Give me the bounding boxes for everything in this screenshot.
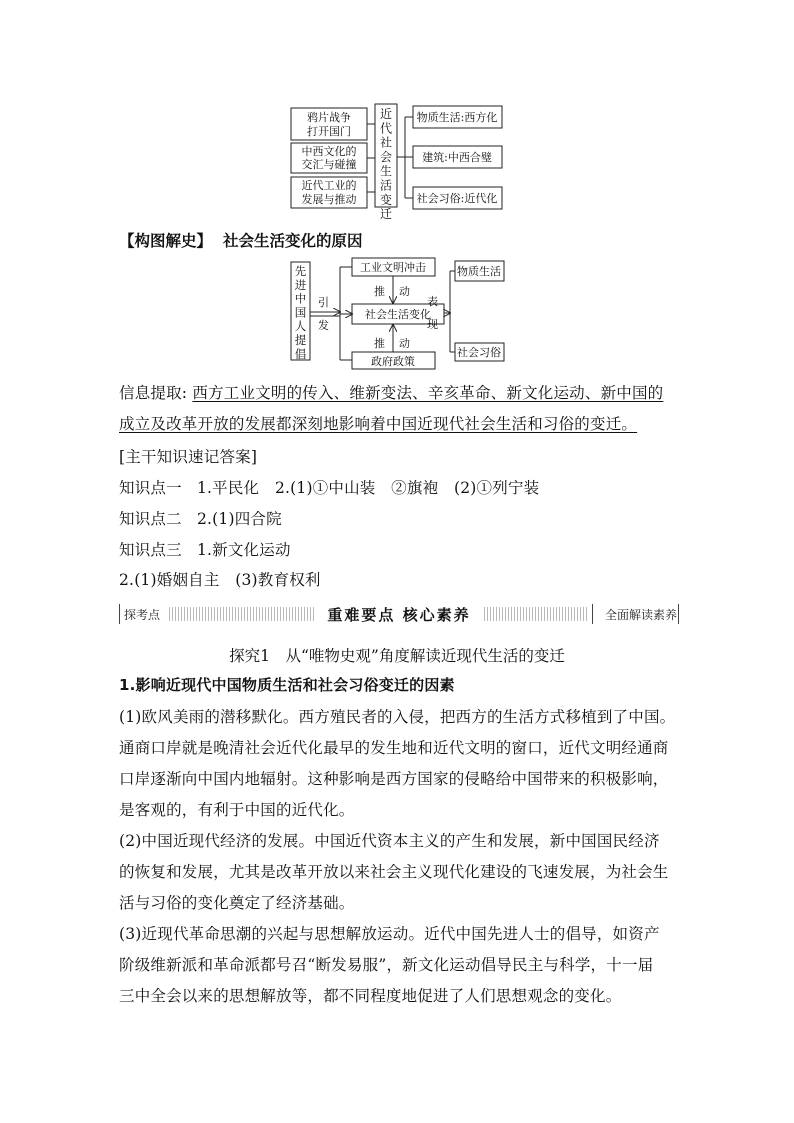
answer-text: 2.(1)婚姻自主 (3)教育权利	[119, 571, 321, 589]
diagram-causes	[0, 0, 794, 380]
result-box-2: 建筑:中西合璧	[422, 151, 492, 164]
answer-text: 1.新文化运动	[196, 541, 291, 559]
section-banner	[119, 604, 679, 626]
banner-divider	[678, 604, 679, 624]
policy-box: 政府政策	[371, 355, 415, 368]
banner-right-tab: 全面解读素养	[604, 608, 677, 622]
paragraph-line: 活与习俗的变化奠定了经济基础。	[119, 894, 355, 912]
paragraph-line: 三中全会以来的思想解放等，都不同程度地促进了人们思想观念的变化。	[119, 987, 622, 1005]
cause-box-3: 近代工业的发展与推动	[301, 179, 357, 206]
result-box-1: 物质生活:西方化	[416, 111, 498, 124]
answers-title: [主干知识速记答案]	[119, 448, 258, 466]
label-push-3: 推	[374, 337, 385, 350]
info-text-1: 西方工业文明的传入、维新变法、辛亥革命、新文化运动、新中国的	[192, 384, 664, 402]
banner-left-tab: 探考点	[124, 608, 161, 622]
heading-title: 社会生活变化的原因	[222, 232, 363, 250]
label-biao: 表	[427, 295, 438, 308]
heading-tag: 【构图解史】	[119, 232, 213, 250]
paragraph-line: (1)欧风美雨的潜移默化。西方殖民者的入侵，把西方的生活方式移植到了中国。	[119, 708, 676, 726]
info-line-1	[119, 383, 663, 403]
label-fa: 发	[318, 319, 329, 332]
label-yin: 引	[318, 296, 329, 309]
label-push-4: 动	[399, 337, 410, 350]
industrial-box: 工业文明冲击	[360, 261, 426, 274]
result-box-3: 社会习俗:近代化	[416, 192, 498, 205]
paragraph-line: (2)中国近现代经济的发展。中国近代资本主义的产生和发展，新中国国民经济	[119, 832, 660, 850]
banner-divider	[592, 604, 593, 624]
answer-row-4	[119, 570, 321, 590]
info-label: 信息提取:	[119, 384, 188, 402]
answer-text: 1.平民化 2.(1)①中山装 ②旗袍 (2)①列宁装	[196, 479, 540, 497]
answer-label: 知识点一	[119, 479, 182, 497]
answer-label: 知识点二	[119, 510, 182, 528]
label-push-1: 推	[374, 285, 385, 298]
paragraph-line: (3)近现代革命思潮的兴起与思想解放运动。近代中国先进人士的倡导，如资产	[119, 925, 660, 943]
answer-text: 2.(1)四合院	[196, 510, 282, 528]
info-line-2	[119, 414, 637, 434]
paragraph-line: 的恢复和发展，尤其是改革开放以来社会主义现代化建设的飞速发展，为社会生	[119, 863, 669, 881]
paragraph-line: 是客观的，有利于中国的近代化。	[119, 801, 355, 819]
answer-row-1	[119, 478, 539, 498]
banner-divider	[119, 604, 120, 624]
center-box-vertical: 近代社会生活变迁	[379, 107, 393, 220]
cause-box-1: 鸦片战争打开国门	[307, 111, 351, 138]
cause-box-2: 中西文化的交汇与碰撞	[301, 145, 357, 171]
paragraph-line: 口岸逐渐向中国内地辐射。这种影响是西方国家的侵略给中国带来的积极影响，	[119, 770, 669, 788]
banner-title: 重难要点 核心素养	[315, 604, 482, 625]
label-push-2: 动	[399, 285, 410, 298]
social-change-box: 社会生活变化	[365, 308, 431, 321]
section-title: 探究1 从“唯物史观”角度解读近现代生活的变迁	[229, 647, 565, 665]
info-text-2: 成立及改革开放的发展都深刻地影响着中国近现代社会生活和习俗的变迁。	[119, 415, 638, 433]
answer-label: 知识点三	[119, 541, 182, 559]
answer-row-2	[119, 509, 282, 529]
social-custom-box: 社会习俗	[457, 346, 501, 359]
paragraph-line: 通商口岸就是晚清社会近代化最早的发生地和近代文明的窗口，近代文明经通商	[119, 739, 669, 757]
label-xian: 现	[427, 318, 438, 331]
section-subtitle: 1.影响近现代中国物质生活和社会习俗变迁的因素	[119, 676, 455, 694]
answer-row-3	[119, 540, 291, 560]
material-life-box: 物质生活	[457, 265, 501, 278]
paragraph-line: 阶级维新派和革命派都号召“断发易服”，新文化运动倡导民主与科学，十一届	[119, 956, 654, 974]
advocates-box-vertical: 先进中国人提倡	[294, 264, 307, 361]
